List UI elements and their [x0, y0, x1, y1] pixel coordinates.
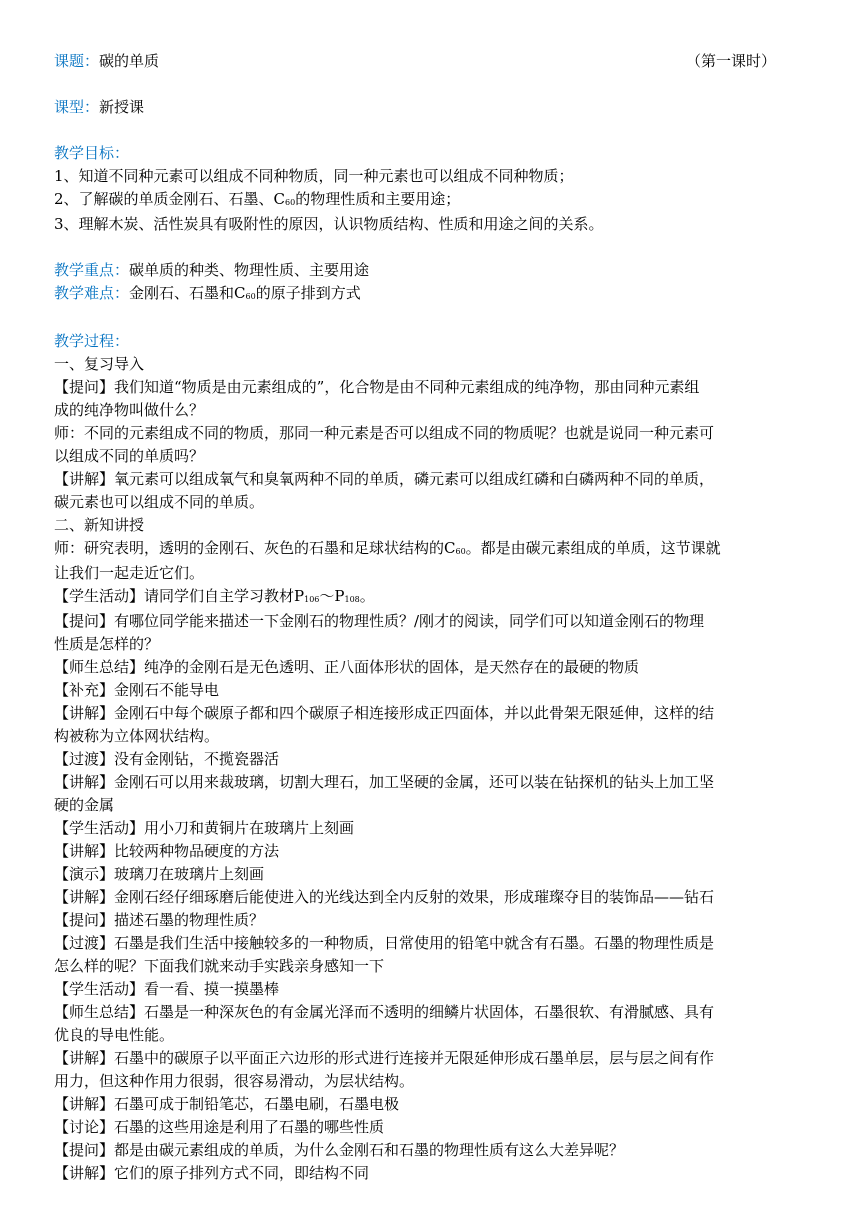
paragraph-line: 构被称为立体网状结构。: [54, 727, 220, 745]
paragraph-line: 碳元素也可以组成不同的单质。: [54, 493, 265, 511]
paragraph-line: 让我们一起走近它们。: [54, 564, 205, 582]
paragraph-line: 【讲解】石墨中的碳原子以平面正六边形的形式进行连接并无限延伸形成石墨单层，层与层之间有作: [54, 1049, 715, 1067]
lesson-title-value: 碳的单质: [99, 52, 160, 70]
objectives-heading: 教学目标：: [54, 144, 130, 162]
lesson-type-value: 新授课: [99, 98, 145, 116]
paragraph-line: 【学生活动】用小刀和黄铜片在玻璃片上刻画: [54, 819, 355, 837]
difficult-point: 教学难点：金刚石、石墨和$C_{60}$的原子排到方式: [54, 284, 361, 302]
paragraph-line: 【提问】我们知道“物质是由元素组成的”，化合物是由不同种元素组成的纯净物，那由同种元素组: [54, 378, 700, 396]
section-heading: 一、复习导入: [54, 355, 145, 373]
paragraph-line: 以组成不同的单质吗？: [54, 447, 205, 465]
paragraph-line: 用力，但这种作用力很弱，很容易滑动，为层状结构。: [54, 1072, 415, 1090]
document-page: [54, 50, 808, 1185]
process-heading: 教学过程：: [54, 332, 130, 350]
paragraph-line: 【讲解】金刚石经仔细琢磨后能使进入的光线达到全内反射的效果，形成璀璨夺目的装饰品——钻石: [54, 888, 715, 906]
objective-item-2: 2、了解碳的单质金刚石、石墨、$C_{60}$的物理性质和主要用途；: [54, 190, 461, 208]
key-point-label: 教学重点：: [54, 261, 130, 279]
paragraph-line: 师：不同的元素组成不同的物质，那同一种元素是否可以组成不同的物质呢？也就是说同一种元素可: [54, 424, 715, 442]
paragraph-line: 怎么样的呢？下面我们就来动手实践亲身感知一下: [54, 957, 385, 975]
lesson-type-label: 课型：: [54, 98, 100, 116]
lesson-title-row: [54, 50, 776, 73]
section-heading: 二、新知讲授: [54, 516, 145, 534]
paragraph-line: 【演示】玻璃刀在玻璃片上刻画: [54, 865, 265, 883]
objective-item-1: 1、知道不同种元素可以组成不同种物质，同一种元素也可以组成不同种物质；: [54, 167, 574, 185]
difficult-point-label: 教学难点：: [54, 284, 130, 302]
paragraph-line: 【讨论】石墨的这些用途是利用了石墨的哪些性质: [54, 1118, 385, 1136]
paragraph-line: 【提问】都是由碳元素组成的单质，为什么金刚石和石墨的物理性质有这么大差异呢？: [54, 1141, 625, 1159]
paragraph-line: 优良的导电性能。: [54, 1026, 175, 1044]
paragraph-line: 【过渡】石墨是我们生活中接触较多的一种物质，日常使用的铅笔中就含有石墨。石墨的物理性质是: [54, 934, 715, 952]
paragraph-line: 【学生活动】请同学们自主学习教材$P_{106}\sim P_{108}$。: [54, 587, 375, 605]
paragraph-line: 【讲解】它们的原子排列方式不同，即结构不同: [54, 1164, 370, 1182]
paragraph-line: 性质是怎样的？: [54, 635, 160, 653]
objective-item-3: 3、理解木炭、活性炭具有吸附性的原因，认识物质结构、性质和用途之间的关系。: [54, 215, 604, 233]
lesson-type: [54, 96, 808, 119]
paragraph-line: 师：研究表明，透明的金刚石、灰色的石墨和足球状结构的$C_{60}$。都是由碳元素组成的单质，这节课就: [54, 539, 721, 557]
paragraph-line: 【讲解】石墨可成于制铅笔芯，石墨电刷，石墨电极: [54, 1095, 400, 1113]
paragraph-line: 【师生总结】纯净的金刚石是无色透明、正八面体形状的固体，是天然存在的最硬的物质: [54, 658, 640, 676]
lesson-title-label: 课题：: [54, 52, 100, 70]
paragraph-line: 成的纯净物叫做什么？: [54, 401, 205, 419]
paragraph-line: 硬的金属: [54, 796, 115, 814]
lesson-period: （第一课时）: [685, 52, 776, 70]
lesson-title: [54, 50, 159, 73]
paragraph-line: 【补充】金刚石不能导电: [54, 681, 220, 699]
paragraph-line: 【师生总结】石墨是一种深灰色的有金属光泽而不透明的细鳞片状固体，石墨很软、有滑腻感、具有: [54, 1003, 715, 1021]
key-point-value: 碳单质的种类、物理性质、主要用途: [129, 261, 370, 279]
paragraph-line: 【讲解】金刚石可以用来裁玻璃，切割大理石，加工坚硬的金属，还可以装在钻探机的钻头上加工坚: [54, 773, 715, 791]
paragraph-line: 【提问】有哪位同学能来描述一下金刚石的物理性质？/刚才的阅读，同学们可以知道金刚石的物理: [54, 612, 705, 630]
key-point: [54, 259, 808, 282]
paragraph-line: 【提问】描述石墨的物理性质？: [54, 911, 265, 929]
paragraph-line: 【讲解】比较两种物品硬度的方法: [54, 842, 280, 860]
paragraph-line: 【学生活动】看一看、摸一摸墨棒: [54, 980, 280, 998]
paragraph-line: 【讲解】金刚石中每个碳原子都和四个碳原子相连接形成正四面体，并以此骨架无限延伸，这样的结: [54, 704, 715, 722]
paragraph-line: 【过渡】没有金刚钻，不揽瓷器活: [54, 750, 280, 768]
paragraph-line: 【讲解】氧元素可以组成氧气和臭氧两种不同的单质，磷元素可以组成红磷和白磷两种不同的单质，: [54, 470, 715, 488]
